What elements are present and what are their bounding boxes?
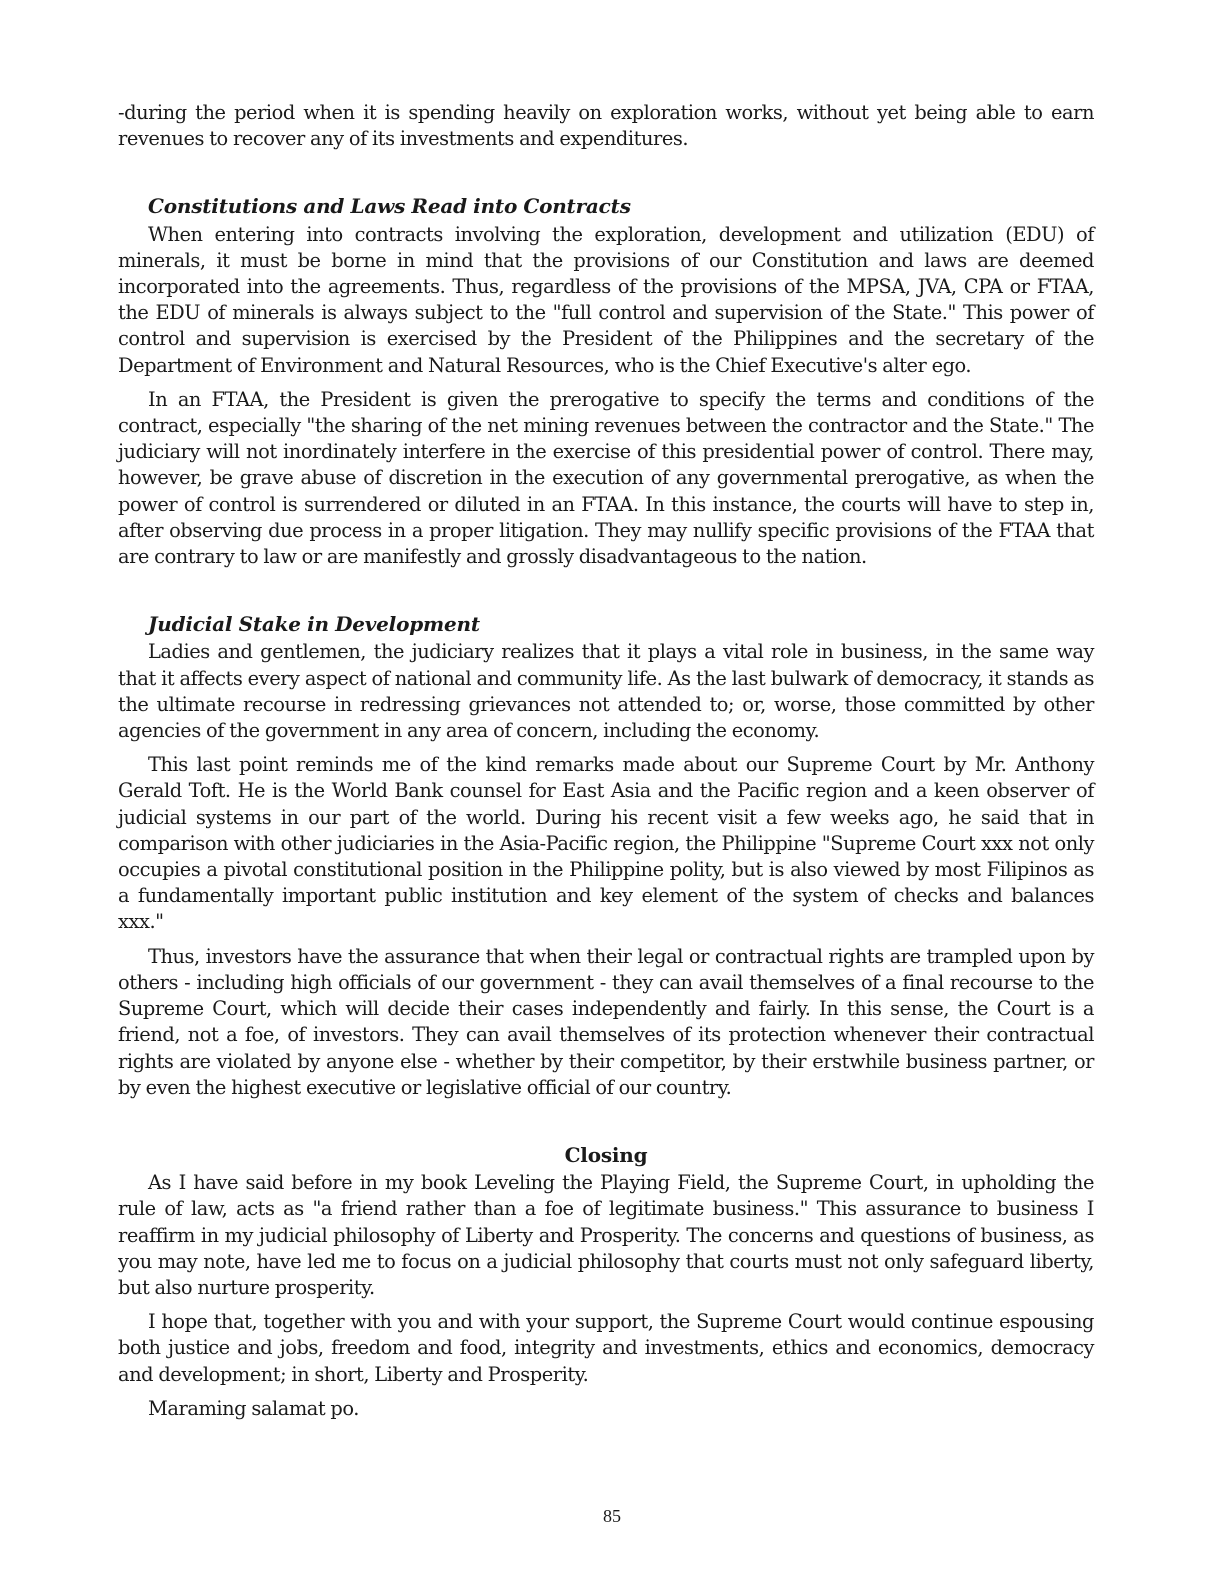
intro-paragraph: -during the period when it is spending heavily on exploration works, without yet being able to earn revenues to recover any of its investments and expenditures. xyxy=(118,101,1094,151)
section-heading-constitutions: Constitutions and Laws Read into Contracts xyxy=(148,194,631,219)
body-paragraph: When entering into contracts involving the exploration, development and utilization (EDU) of minerals, it must be borne in mind that the provisions of our Constitution and laws are deemed incorporated into the agreements. Thus, regardless of the provisions of the MPSA, JVA, CPA or FTAA, the EDU of minerals is always subject to the "full control and supervision of the State." This power of control and supervision is exercised by the President of the Philippines and the secretary of the Department of Environment and Natural Resources, who is the Chief Executive's alter ego. xyxy=(118,222,1094,377)
body-paragraph: Ladies and gentlemen, the judiciary realizes that it plays a vital role in business, in the same way that it affects every aspect of national and community life. As the last bulwark of democracy, it stands as the ultimate recourse in redressing grievances not attended to; or, worse, those committed by other agencies of the government in any area of concern, including the economy. xyxy=(118,640,1094,743)
section-heading-judicial-stake: Judicial Stake in Development xyxy=(148,612,480,637)
section-heading-closing: Closing xyxy=(564,1142,648,1167)
body-paragraph: In an FTAA, the President is given the prerogative to specify the terms and conditions of the contract, especially "the sharing of the net mining revenues between the contractor and the State." The judiciary will not inordinately interfere in the exercise of this presidential power of control. There may, however, be grave abuse of discretion in the execution of any governmental prerogative, as when the power of control is surrendered or diluted in an FTAA. In this instance, the courts will have to step in, after observing due process in a proper litigation. They may nullify specific provisions of the FTAA that are contrary to law or are manifestly and grossly disadvantageous to the nation. xyxy=(118,387,1094,569)
body-paragraph: Thus, investors have the assurance that when their legal or contractual rights are trampled upon by others - including high officials of our government - they can avail themselves of a final recourse to the Supreme Court, which will decide their cases independently and fairly. In this sense, the Court is a friend, not a foe, of investors. They can avail themselves of its protection whenever their contractual rights are violated by anyone else - whether by their competitor, by their erstwhile business partner, or by even the highest executive or legislative official of our country. xyxy=(118,944,1094,1099)
page-number: 85 xyxy=(603,1506,621,1526)
document-page xyxy=(118,100,1094,1422)
body-paragraph: I hope that, together with you and with your support, the Supreme Court would continue espousing both justice and jobs, freedom and food, integrity and investments, ethics and economics, democracy and development; in short, Liberty and Prosperity. xyxy=(118,1310,1094,1386)
body-paragraph: This last point reminds me of the kind remarks made about our Supreme Court by Mr. Anthony Gerald Toft. He is the World Bank counsel for East Asia and the Pacific region and a keen observer of judicial systems in our part of the world. During his recent visit a few weeks ago, he said that in comparison with other judiciaries in the Asia-Pacific region, the Philippine "Supreme Court xxx not only occupies a pivotal constitutional position in the Philippine polity, but is also viewed by most Filipinos as a fundamentally important public institution and key element of the system of checks and balances xxx." xyxy=(118,753,1094,934)
closing-remark: Maraming salamat po. xyxy=(148,1396,359,1420)
body-paragraph: As I have said before in my book Leveling the Playing Field, the Supreme Court, in upholding the rule of law, acts as "a friend rather than a foe of legitimate business." This assurance to business I reaffirm in my judicial philosophy of Liberty and Prosperity. The concerns and questions of business, as you may note, have led me to focus on a judicial philosophy that courts must not only safeguard liberty, but also nurture prosperity. xyxy=(118,1171,1094,1299)
